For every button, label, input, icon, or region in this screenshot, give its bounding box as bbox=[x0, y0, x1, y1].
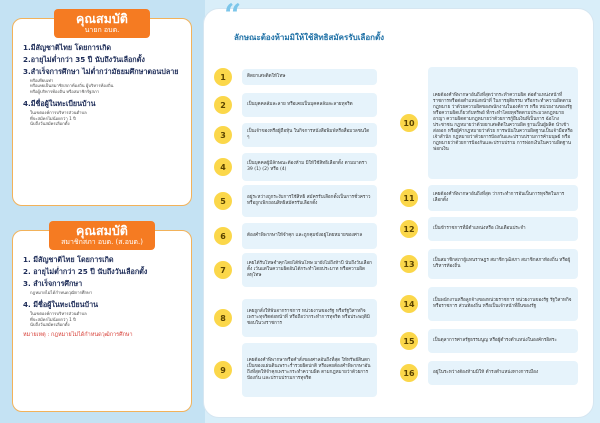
quote-mark: “ bbox=[224, 0, 242, 33]
prohibitions-panel bbox=[203, 0, 594, 418]
prohibition-text-box bbox=[428, 361, 578, 385]
item-number-badge: 2 bbox=[214, 96, 232, 114]
mayor-card-title: คุณสมบัติ bbox=[76, 11, 128, 26]
mayor-card-subtitle: นายก อบต. bbox=[84, 26, 120, 34]
prohibition-item bbox=[400, 185, 578, 211]
prohibition-text-box bbox=[242, 185, 377, 217]
prohibition-item bbox=[400, 67, 578, 179]
remark-note: หมายเหตุ : กฎหมายไม่ได้กำหนดวุฒิการศึกษา bbox=[23, 331, 133, 338]
item-number-badge: 10 bbox=[400, 114, 418, 132]
item-number-badge: 3 bbox=[214, 126, 232, 144]
prohibition-item bbox=[214, 223, 377, 249]
item-number-badge: 5 bbox=[214, 192, 232, 210]
prohibition-item bbox=[214, 343, 377, 397]
prohibitions-title: ลักษณะต้องห้ามมิให้ใช้สิทธิสมัครรับเลือกตั้ง bbox=[234, 33, 385, 42]
qualification-item: 3.สำเร็จการศึกษา ไม่ต่ำกว่ามัธยมศึกษาตอนปลาย bbox=[23, 67, 179, 76]
qualification-note-line: นับถึงวันสมัครเลือกตั้ง bbox=[30, 121, 70, 127]
qualification-note bbox=[23, 311, 183, 327]
prohibition-item bbox=[214, 69, 377, 85]
mayor-card-header bbox=[54, 9, 150, 38]
prohibition-text-box bbox=[242, 253, 377, 287]
prohibition-text: เป็นตุลาการศาลรัฐธรรมนูญ หรือผู้ดำรงตำแหน่งในองค์กรอิสระ bbox=[433, 338, 557, 343]
prohibition-text-box bbox=[428, 217, 578, 241]
prohibition-text-box bbox=[242, 69, 377, 85]
member-qualifications-card bbox=[12, 223, 192, 412]
prohibition-text: ติดยาเสพติดให้โทษ bbox=[247, 74, 286, 79]
qualification-note-line: ที่จะสมัครไม่น้อยกว่า 1 ปี bbox=[30, 115, 76, 121]
prohibition-item bbox=[214, 185, 377, 217]
member-card-title: คุณสมบัติ bbox=[76, 223, 128, 238]
qualification-note-line: ในเขตองค์การบริหารส่วนตำบล bbox=[30, 311, 87, 317]
prohibition-text-box bbox=[428, 249, 578, 279]
item-number-badge: 6 bbox=[214, 227, 232, 245]
prohibition-text-box bbox=[428, 67, 578, 179]
prohibition-text: เป็นข้าราชการที่มีตำแหน่งหรือ เงินเดือนประจำ bbox=[433, 226, 526, 231]
prohibition-text-box bbox=[242, 223, 377, 249]
item-number-badge: 8 bbox=[214, 309, 232, 327]
prohibition-text-box bbox=[428, 185, 578, 211]
prohibition-text-box bbox=[242, 299, 377, 337]
prohibition-text: อยู่ในระหว่างต้องห้ามมิให้ ดำรงตำแหน่งทางการเมือง bbox=[433, 370, 539, 375]
prohibition-text: อยู่ระหว่างถูกระงับการใช้สิทธิ สมัครรับเลือกตั้งเป็นการชั่วคราว หรือถูกเพิกถอนสิทธิสมัครรับเลือกตั้ง bbox=[247, 195, 371, 206]
qualification-item: 1. มีสัญชาติไทย โดยการเกิด bbox=[23, 255, 114, 264]
prohibition-item bbox=[400, 329, 578, 353]
item-number-badge: 14 bbox=[400, 295, 418, 313]
item-number-badge: 11 bbox=[400, 189, 418, 207]
prohibition-text-box bbox=[428, 329, 578, 353]
prohibition-text: เคยต้องคำพิพากษาหรือคำสั่งของศาลอันถึงที่สุด ให้ทรัพย์สินตกเป็นของแผ่นดินเพราะร่ำรวยผิดปกติ หรือเคยต้องคำพิพากษาอันถึงที่สุดให้จำคุกเพราะกระทำความผิด ตามกฎหมายว่าด้วยการป้องกัน และปราบปรามการทุจริต bbox=[247, 358, 371, 381]
item-number-badge: 15 bbox=[400, 332, 418, 350]
prohibition-text-box bbox=[242, 343, 377, 397]
prohibition-text-box bbox=[242, 153, 377, 181]
qualification-item: 3. สำเร็จการศึกษา bbox=[23, 279, 83, 288]
prohibition-text: เป็นสมาชิกสภาผู้แทนราษฎร สมาชิกวุฒิสภา สมาชิกสภาท้องถิ่น หรือผู้บริหารท้องถิ่น bbox=[433, 258, 571, 269]
prohibition-text: เคยต้องคำพิพากษาอันถึงที่สุด ว่ากระทำการอันเป็นการทุจริตในการเลือกตั้ง bbox=[433, 192, 565, 203]
prohibition-item bbox=[214, 123, 377, 147]
prohibition-text: เป็นพนักงานหรือลูกจ้างของหน่วยราชการ หน่วยงานของรัฐ รัฐวิสาหกิจ หรือราชการ ส่วนท้องถิ่น หรือเป็นเจ้าหน้าที่อื่นของรัฐ bbox=[433, 298, 572, 309]
prohibition-item bbox=[214, 93, 377, 117]
prohibition-text-box bbox=[242, 93, 377, 117]
member-card-subtitle: สมาชิกสภา อบต. (ส.อบต.) bbox=[61, 238, 143, 246]
item-number-badge: 1 bbox=[214, 68, 232, 86]
prohibition-item bbox=[400, 361, 578, 385]
item-number-badge: 13 bbox=[400, 255, 418, 273]
qualification-note-line: นับถึงวันสมัครเลือกตั้ง bbox=[30, 322, 70, 328]
prohibition-text: เคยได้รับโทษจำคุกโดยได้พ้นโทษ มายังไม่ถึงห้าปี นับถึงวันเลือกตั้ง เว้นแต่ในความผิดอันได้กระทำโดยประมาท หรือความผิดลหุโทษ bbox=[247, 261, 372, 278]
prohibition-text-box bbox=[242, 123, 377, 147]
mayor-qualifications-card bbox=[12, 11, 192, 206]
member-card-header bbox=[49, 221, 155, 250]
qualification-item: 2.อายุไม่ต่ำกว่า 35 ปี นับถึงวันเลือกตั้ง bbox=[23, 55, 145, 64]
qualification-note bbox=[23, 110, 183, 126]
qualification-note-line: ในเขตองค์การบริหารส่วนตำบล bbox=[30, 110, 87, 116]
prohibition-item bbox=[400, 217, 578, 241]
qualification-item: 1.มีสัญชาติไทย โดยการเกิด bbox=[23, 43, 112, 52]
qualification-note bbox=[23, 78, 183, 94]
prohibition-text-box bbox=[428, 287, 578, 321]
prohibition-item bbox=[214, 253, 377, 287]
qualification-note-line: หรือเทียบเท่า bbox=[30, 78, 54, 83]
qualification-note-line: ที่จะสมัครไม่น้อยกว่า 1 ปี bbox=[30, 316, 76, 322]
prohibition-item bbox=[400, 287, 578, 321]
qualification-note-line: กฎหมายไม่ได้กำหนดวุฒิการศึกษา bbox=[30, 290, 93, 295]
qualification-item: 4.มีชื่อผู้ในทะเบียนบ้าน bbox=[23, 99, 96, 109]
qualification-item: 2. อายุไม่ต่ำกว่า 25 ปี นับถึงวันเลือกตั้ง bbox=[23, 267, 148, 276]
item-number-badge: 7 bbox=[214, 261, 232, 279]
qualification-item: 4. มีชื่อผู้ในทะเบียนบ้าน bbox=[23, 300, 99, 310]
qualification-note-line: หรือเคยเป็นสมาชิกสภาท้องถิ่น ผู้บริหารท้องถิ่น bbox=[30, 83, 114, 89]
prohibition-text: เป็นเจ้าของหรือผู้ถือหุ้น ในกิจการหนังสือพิมพ์หรือสื่อมวลชนใด ๆ bbox=[247, 129, 370, 140]
prohibition-text: เป็นบุคคลล้มละลาย หรือเคยเป็นบุคคลล้มละลายทุจริต bbox=[247, 102, 353, 107]
prohibition-text: เคยถูกสั่งให้พ้นจากราชการ หน่วยงานของรัฐ หรือรัฐวิสาหกิจเพราะทุจริตต่อหน้าที่ หรือถือว่ากระทำการทุจริต หรือประพฤติมิชอบในวงราชการ bbox=[247, 309, 370, 326]
prohibition-item bbox=[400, 249, 578, 279]
qualification-note-line: หรือผู้บริหารท้องถิ่น หรือสมาชิกรัฐสภา bbox=[30, 88, 100, 94]
item-number-badge: 9 bbox=[214, 361, 232, 379]
item-number-badge: 12 bbox=[400, 220, 418, 238]
prohibition-text: ต้องคำพิพากษาให้จำคุก และถูกคุมขังอยู่โดยหมายของศาล bbox=[247, 233, 363, 238]
prohibition-text: เคยต้องคำพิพากษาอันถึงที่สุดว่ากระทำความผิด ต่อตำแหน่งหน้าที่ราชการหรือต่อตำแหน่งหน้าที่ ในการยุติธรรม หรือกระทำความผิดตามกฎหมาย ว่าด้วยความผิดของพนักงานในองค์การ หรือ หน่วยงานของรัฐ หรือความผิดเกี่ยวกับทรัพย์ ที่กระทำโดยทุจริตตามประมวลกฎหมายอาญา ความผิดตามกฎหมายว่าด้วยการกู้ยืมเงินที่เป็นการ ฉ้อโกงประชาชน กฎหมายว่าด้วยยาเสพติดในความผิด ฐานเป็นผู้ผลิต นำเข้า ส่งออก หรือผู้ค้ากฎหมายว่าด้วย การพนันในความผิดฐานเป็นเจ้ามือหรือเจ้าสำนัก กฎหมายว่าด้วยการป้องกันและปราบปรามการค้ามนุษย์ หรือกฎหมายว่าด้วยการป้องกันและปราบปราม การฟอกเงินในความผิดฐานฟอกเงิน bbox=[433, 93, 573, 152]
item-number-badge: 16 bbox=[400, 364, 418, 382]
item-number-badge: 4 bbox=[214, 158, 232, 176]
prohibition-item bbox=[214, 299, 377, 337]
qualification-note bbox=[23, 290, 183, 295]
prohibition-text: เป็นบุคคลผู้มีลักษณะต้องห้าม มิให้ใช้สิทธิเลือกตั้ง ตามมาตรา 39 (1) (2) หรือ (4) bbox=[247, 161, 367, 172]
prohibition-item bbox=[214, 153, 377, 181]
